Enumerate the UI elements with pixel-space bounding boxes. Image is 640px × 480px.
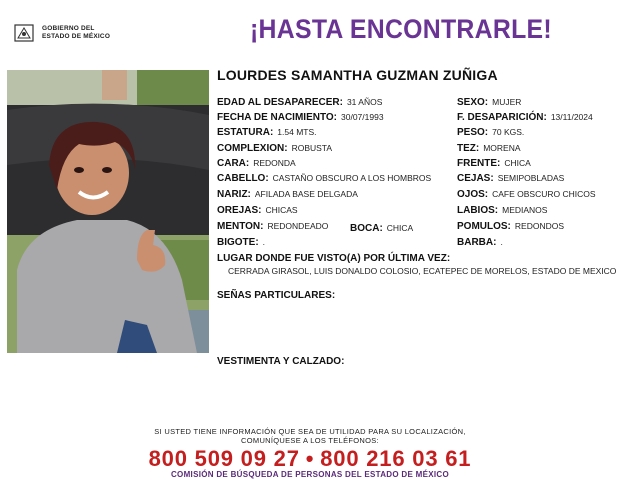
last-seen-value: CERRADA GIRASOL, LUIS DONALDO COLOSIO, ECATEPEC DE MORELOS, ESTADO DE MEXICO xyxy=(228,266,617,276)
coat-of-arms-icon xyxy=(12,22,36,44)
cara-value: REDONDA xyxy=(253,158,296,168)
complexion-label: COMPLEXION: xyxy=(217,143,288,154)
complexion-value: ROBUSTA xyxy=(291,143,333,153)
person-name: LOURDES SAMANTHA GUZMAN ZUÑIGA xyxy=(217,67,498,83)
sexo-label: SEXO: xyxy=(457,97,489,108)
pomulos-label: POMULOS: xyxy=(457,221,511,232)
sexo-value: MUJER xyxy=(492,97,522,107)
cabello-value: CASTAÑO OBSCURO A LOS HOMBROS xyxy=(272,173,432,183)
frente-value: CHICA xyxy=(504,158,531,168)
footer-note-line-1: SI USTED TIENE INFORMACIÓN QUE SEA DE UTILIDAD PARA SU LOCALIZACIÓN, xyxy=(154,427,466,436)
field-edad xyxy=(217,96,382,109)
last-seen-heading xyxy=(217,253,450,265)
barba-value: . xyxy=(500,237,503,247)
tez-value: MORENA xyxy=(483,143,521,153)
cara-label: CARA: xyxy=(217,158,250,169)
field-estatura xyxy=(217,126,317,139)
desaparicion-value: 13/11/2024 xyxy=(550,112,593,122)
orejas-label: OREJAS: xyxy=(217,205,262,216)
person-photo-illustration xyxy=(7,70,209,353)
phone-separator: • xyxy=(305,446,315,471)
pomulos-value: REDONDOS xyxy=(514,221,565,231)
field-tez xyxy=(457,142,521,155)
labios-label: LABIOS: xyxy=(457,205,499,216)
logo-line-2: ESTADO DE MÉXICO xyxy=(42,33,111,40)
commission-name: COMISIÓN DE BÚSQUEDA DE PERSONAS DEL ESTADO DE MÉXICO xyxy=(170,470,449,479)
menton-label: MENTON: xyxy=(217,221,264,232)
vestimenta-heading xyxy=(217,356,344,368)
estatura-value: 1.54 MTS. xyxy=(277,127,317,137)
senas-heading xyxy=(217,290,335,302)
orejas-value: CHICAS xyxy=(265,205,298,215)
tez-label: TEZ: xyxy=(457,143,480,154)
field-boca xyxy=(350,222,413,235)
peso-value: 70 KGS. xyxy=(492,127,525,137)
logo-text xyxy=(42,25,110,41)
cejas-label: CEJAS: xyxy=(457,173,494,184)
menton-value: REDONDEADO xyxy=(267,221,329,231)
field-sexo xyxy=(457,96,521,109)
cejas-value: SEMIPOBLADAS xyxy=(497,173,565,183)
field-nacimiento xyxy=(217,111,384,124)
edad-label: EDAD AL DESAPARECER: xyxy=(217,97,343,108)
ojos-value: CAFE OBSCURO CHICOS xyxy=(492,189,596,199)
field-frente xyxy=(457,157,531,170)
barba-label: BARBA: xyxy=(457,237,497,248)
field-complexion xyxy=(217,142,332,155)
desaparicion-label: F. DESAPARICIÓN: xyxy=(457,112,547,123)
field-peso xyxy=(457,126,524,139)
vestimenta-label: VESTIMENTA Y CALZADO: xyxy=(217,356,345,367)
footer-note-line-2: COMUNÍQUESE A LOS TELÉFONOS: xyxy=(241,436,379,445)
field-ojos xyxy=(457,188,596,201)
field-cejas xyxy=(457,172,564,185)
field-menton xyxy=(217,220,328,233)
frente-label: FRENTE: xyxy=(457,158,501,169)
labios-value: MEDIANOS xyxy=(502,205,548,215)
field-orejas xyxy=(217,204,298,217)
field-barba xyxy=(457,236,503,249)
senas-label: SEÑAS PARTICULARES: xyxy=(217,290,336,301)
phone-2[interactable]: 800 216 03 61 xyxy=(320,446,472,471)
edad-value: 31 AÑOS xyxy=(346,97,383,107)
state-government-logo xyxy=(12,22,110,44)
headline: ¡HASTA ENCONTRARLE! xyxy=(250,14,552,44)
field-nariz xyxy=(217,188,358,201)
bigote-value: . xyxy=(262,237,266,247)
nacimiento-value: 30/07/1993 xyxy=(341,112,384,122)
field-cara xyxy=(217,157,296,170)
field-cabello xyxy=(217,172,431,185)
boca-value: CHICA xyxy=(386,223,414,233)
estatura-label: ESTATURA: xyxy=(217,127,274,138)
field-pomulos xyxy=(457,220,564,233)
last-seen-label: LUGAR DONDE FUE VISTO(A) POR ÚLTIMA VEZ: xyxy=(217,253,451,264)
field-desaparicion xyxy=(457,111,593,124)
field-labios xyxy=(457,204,547,217)
logo-line-1: GOBIERNO DEL xyxy=(42,25,95,32)
missing-person-photo xyxy=(7,70,209,353)
peso-label: PESO: xyxy=(457,127,489,138)
nariz-value: AFILADA BASE DELGADA xyxy=(254,189,358,199)
ojos-label: OJOS: xyxy=(457,189,489,200)
cabello-label: CABELLO: xyxy=(217,173,269,184)
nariz-label: NARIZ: xyxy=(217,189,251,200)
phone-1[interactable]: 800 509 09 27 xyxy=(148,446,300,471)
field-bigote xyxy=(217,236,265,249)
boca-label: BOCA: xyxy=(350,223,383,234)
phone-numbers xyxy=(0,446,620,472)
nacimiento-label: FECHA DE NACIMIENTO: xyxy=(217,112,337,123)
bigote-label: BIGOTE: xyxy=(217,237,259,248)
